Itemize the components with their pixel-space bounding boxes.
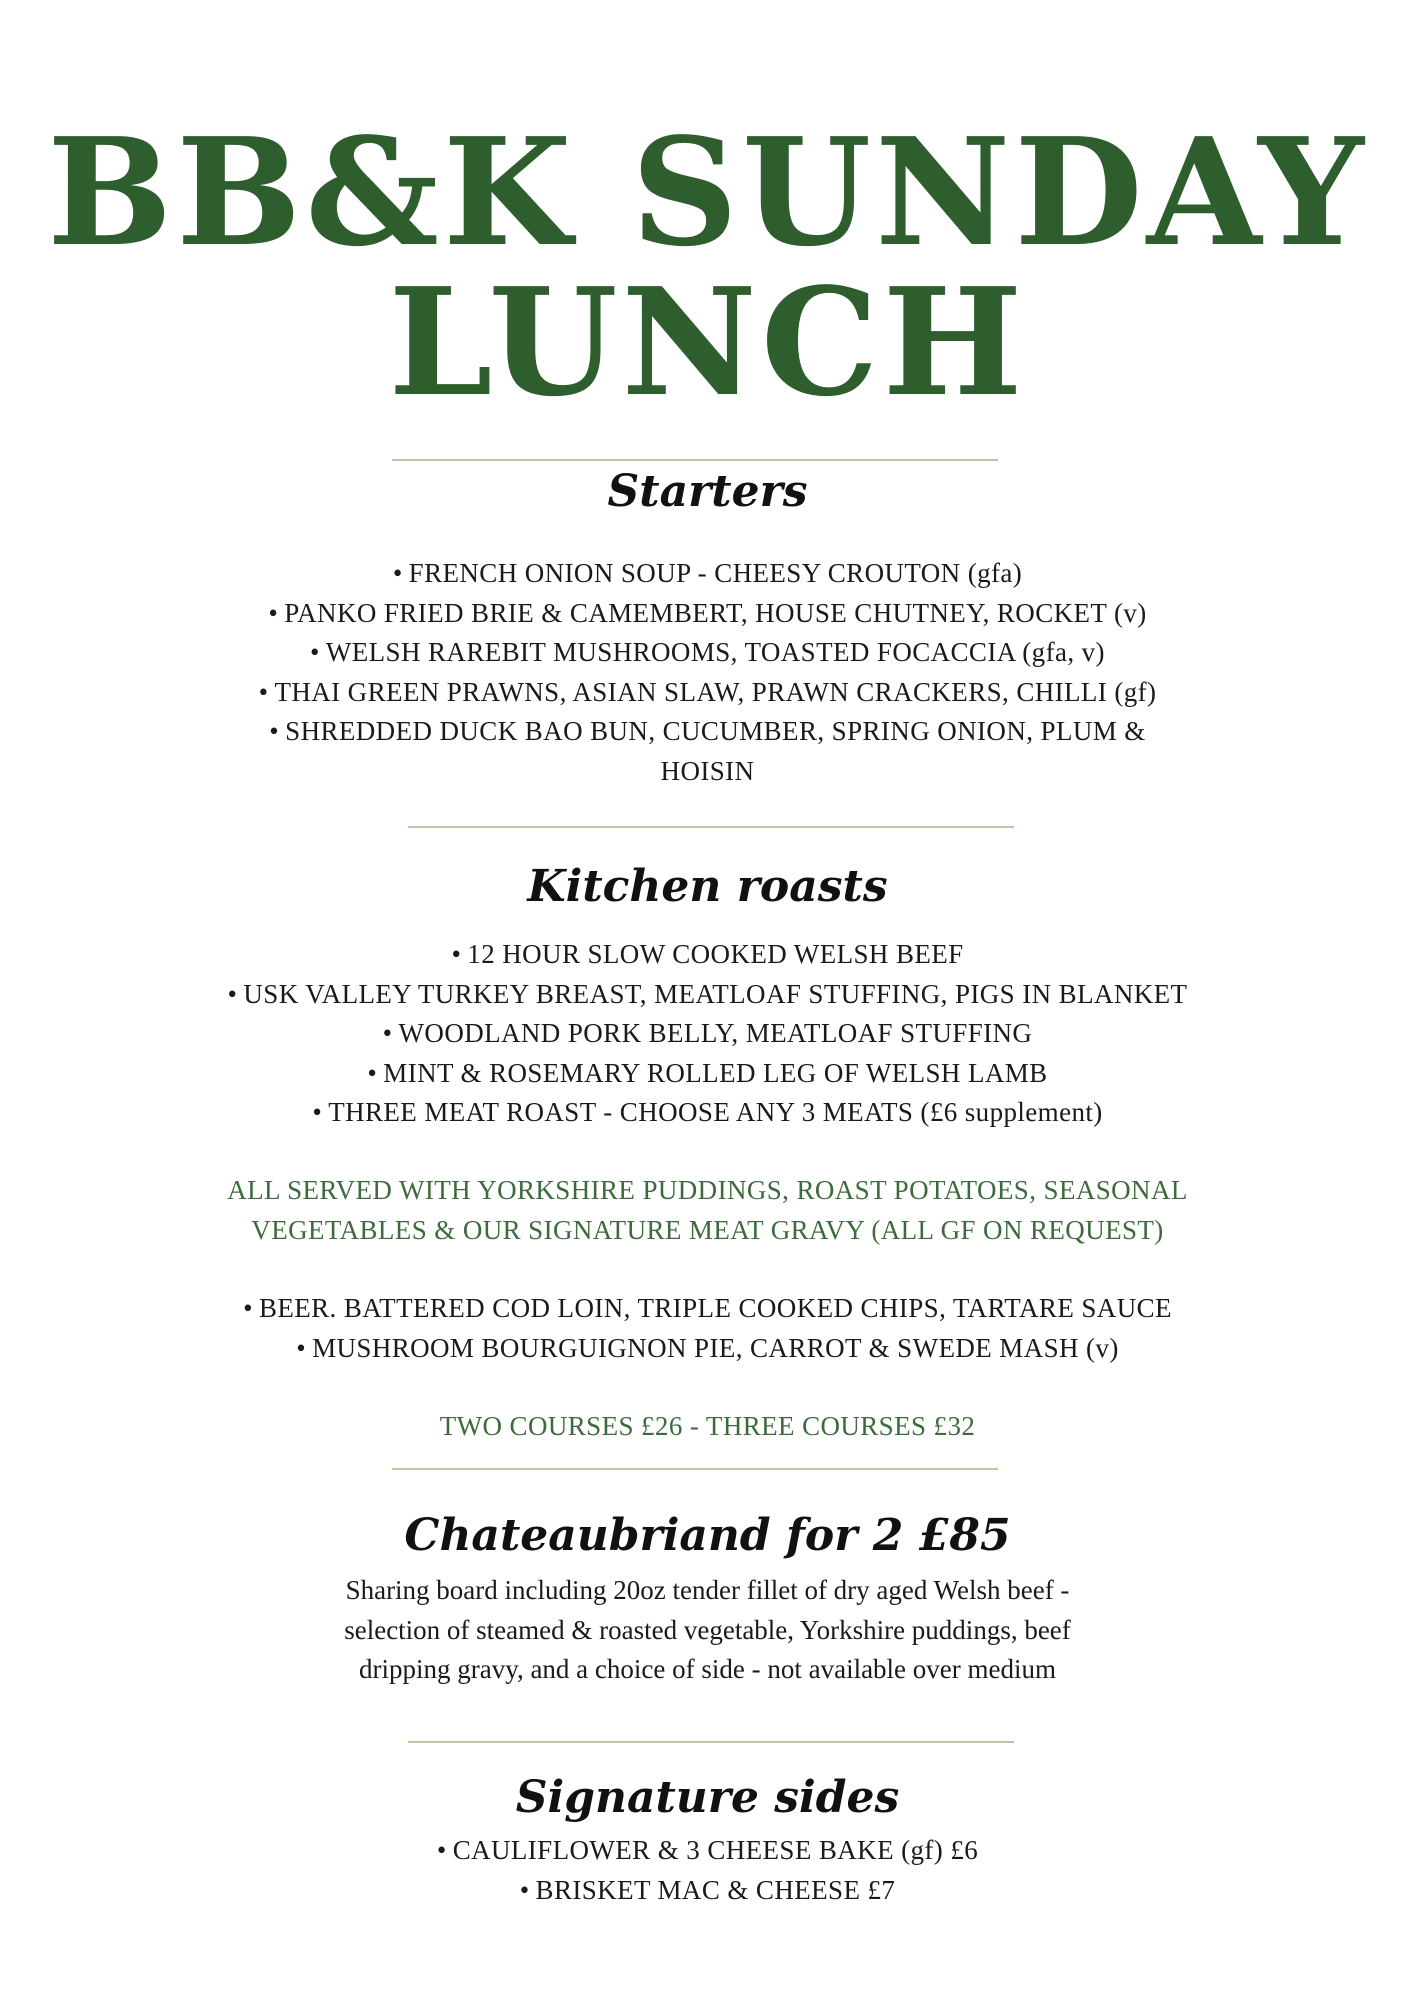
menu-title-line-1: BB&K SUNDAY <box>47 105 1368 279</box>
kitchen-roasts-heading: Kitchen roasts <box>527 861 888 912</box>
list-item: • SHREDDED DUCK BAO BUN, CUCUMBER, SPRING ONION, PLUM & <box>269 716 1146 746</box>
other-mains-list <box>0 1289 1415 1368</box>
section-divider <box>408 1741 1014 1743</box>
list-item: • FRENCH ONION SOUP - CHEESY CROUTON (gfa) <box>392 558 1023 588</box>
signature-sides-heading: Signature sides <box>515 1772 900 1823</box>
list-item-continued: HOISIN <box>660 755 755 786</box>
list-item: • WOODLAND PORK BELLY, MEATLOAF STUFFING <box>382 1018 1033 1048</box>
starters-list <box>0 554 1415 791</box>
menu-title-line-2: LUNCH <box>388 255 1027 429</box>
section-divider <box>408 826 1014 828</box>
section-divider <box>392 459 998 461</box>
list-item: • THAI GREEN PRAWNS, ASIAN SLAW, PRAWN CRACKERS, CHILLI (gf) <box>258 676 1157 707</box>
served-with-note: ALL SERVED WITH YORKSHIRE PUDDINGS, ROAST POTATOES, SEASONAL VEGETABLES & OUR SIGNATURE MEAT GRAVY (ALL GF ON REQUEST) <box>227 1175 1188 1245</box>
chateaubriand-description: Sharing board including 20oz tender fillet of dry aged Welsh beef - selection of steamed & roasted vegetable, Yorkshire puddings, beef dripping gravy, and a choice of side - not available over medium <box>344 1575 1071 1684</box>
chateaubriand-heading: Chateaubriand for 2 £85 <box>404 1510 1011 1561</box>
course-pricing: TWO COURSES £26 - THREE COURSES £32 <box>439 1411 976 1441</box>
signature-sides-list <box>0 1831 1415 1910</box>
list-item: • PANKO FRIED BRIE & CAMEMBERT, HOUSE CHUTNEY, ROCKET (v) <box>268 597 1147 628</box>
kitchen-roasts-list <box>0 935 1415 1133</box>
list-item: • WELSH RAREBIT MUSHROOMS, TOASTED FOCACCIA (gfa, v) <box>310 637 1105 667</box>
list-item: • MINT & ROSEMARY ROLLED LEG OF WELSH LAMB <box>367 1057 1048 1088</box>
list-item: • BRISKET MAC & CHEESE £7 <box>519 1874 896 1905</box>
list-item: • MUSHROOM BOURGUIGNON PIE, CARROT & SWEDE MASH (v) <box>296 1332 1119 1363</box>
list-item: • BEER. BATTERED COD LOIN, TRIPLE COOKED CHIPS, TARTARE SAUCE <box>243 1293 1172 1323</box>
list-item: • THREE MEAT ROAST - CHOOSE ANY 3 MEATS (£6 supplement) <box>312 1097 1103 1127</box>
list-item: • USK VALLEY TURKEY BREAST, MEATLOAF STUFFING, PIGS IN BLANKET <box>227 978 1188 1009</box>
list-item: • 12 HOUR SLOW COOKED WELSH BEEF <box>451 939 964 969</box>
starters-heading: Starters <box>607 466 808 517</box>
section-divider <box>392 1468 998 1470</box>
list-item: • CAULIFLOWER & 3 CHEESE BAKE (gf) £6 <box>436 1835 979 1865</box>
